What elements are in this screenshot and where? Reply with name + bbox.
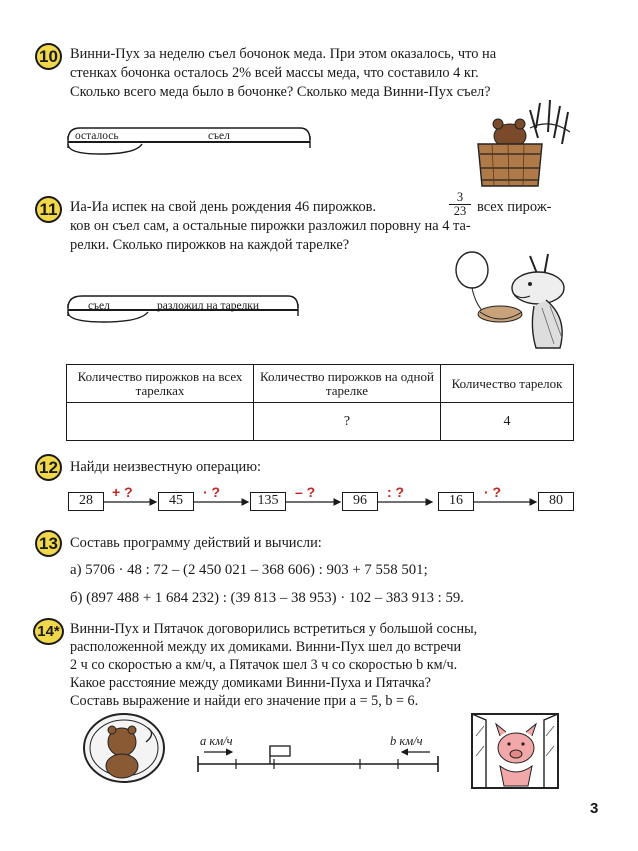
speed-label-right: b км/ч — [390, 734, 423, 748]
task-11-line3: релки. Сколько пирожков на каждой тарелке? — [70, 237, 350, 253]
table-header-plates-count: Количество тарелок — [441, 365, 574, 403]
task-10-text — [70, 45, 590, 102]
task-10-label-left: осталось — [75, 130, 119, 142]
task-13-badge: 13 — [35, 530, 62, 557]
task-12-arrows — [60, 486, 580, 516]
table-cell-one-plate: ? — [254, 403, 441, 441]
chain-op-2: · ? — [203, 484, 221, 500]
task-14-line4: Какое расстояние между домиками Винни-Пуха и Пятачка? — [70, 675, 431, 691]
pooh-house-illustration — [78, 708, 174, 788]
task-14-line3: 2 ч со скоростью a км/ч, а Пятачок шел 3 ч со скоростью b км/ч. — [70, 657, 458, 673]
chain-value-80: 80 — [538, 492, 574, 511]
task-11-text — [70, 190, 580, 255]
task-14-badge: 14* — [33, 618, 64, 645]
fraction-denominator: 23 — [453, 204, 467, 218]
table-cell-plates-count: 4 — [441, 403, 574, 441]
task-11-line1-end: всех пирож- — [477, 199, 552, 215]
task-14-line2: расположенной между их домиками. Винни-Пух шел до встречи — [70, 639, 462, 655]
chain-value-28: 28 — [68, 492, 104, 511]
chain-value-96: 96 — [342, 492, 378, 511]
task-11-table — [66, 364, 574, 441]
chain-op-5: · ? — [484, 484, 502, 500]
chain-value-135: 135 — [250, 492, 286, 511]
pooh-barrel-illustration — [470, 98, 578, 190]
task-14-text — [70, 620, 580, 710]
piglet-window-illustration — [466, 706, 566, 794]
task-11-label-right: разложил на тарелки — [157, 300, 260, 312]
task-11-line2: ков он съел сам, а остальные пирожки разложил поровну на 4 та- — [70, 218, 471, 234]
chain-op-1: + ? — [112, 484, 133, 500]
speed-label-left: a км/ч — [200, 734, 233, 748]
fraction-numerator: 3 — [449, 191, 471, 205]
task-12-badge: 12 — [35, 454, 62, 481]
task-13-expr-a: а) 5706 · 48 : 72 – (2 450 021 – 368 606) : 903 + 7 558 501; — [70, 562, 428, 578]
table-header-one-plate: Количество пирожков на одной тарелке — [254, 365, 441, 403]
task-11-badge: 11 — [35, 196, 62, 223]
task-11-label-left: съел — [88, 300, 110, 312]
task-11-line1-start: Иа-Иа испек на свой день рождения 46 пирожков. — [70, 199, 377, 215]
task-10-line1: Винни-Пух за неделю съел бочонок меда. При этом оказалось, что на — [70, 46, 497, 62]
task-14-line5: Составь выражение и найди его значение при a = 5, b = 6. — [70, 693, 419, 709]
task-10-line2: стенках бочонка осталось 2% всей массы меда, что составило 4 кг. — [70, 65, 479, 81]
task-14-line1: Винни-Пух и Пятачок договорились встретиться у большой сосны, — [70, 621, 478, 637]
task-10-line3: Сколько всего меда было в бочонке? Сколько меда Винни-Пух съел? — [70, 84, 491, 100]
task-10-label-right: съел — [208, 130, 230, 142]
chain-value-45: 45 — [158, 492, 194, 511]
table-cell-all-plates — [67, 403, 254, 441]
task-10-badge: 10 — [35, 43, 62, 70]
page-number: 3 — [590, 800, 599, 817]
eeyore-balloon-illustration — [450, 248, 580, 353]
task-12-prompt: Найди неизвестную операцию: — [70, 459, 261, 475]
task-13-prompt: Составь программу действий и вычисли: — [70, 535, 322, 551]
chain-op-3: – ? — [295, 484, 316, 500]
table-header-all-plates: Количество пирожков на всех тарелках — [67, 365, 254, 403]
task-13-expr-b: б) (897 488 + 1 684 232) : (39 813 – 38 953) · 102 – 383 913 : 59. — [70, 590, 464, 606]
chain-op-4: : ? — [387, 484, 405, 500]
chain-value-16: 16 — [438, 492, 474, 511]
fraction-3-23 — [449, 191, 471, 218]
